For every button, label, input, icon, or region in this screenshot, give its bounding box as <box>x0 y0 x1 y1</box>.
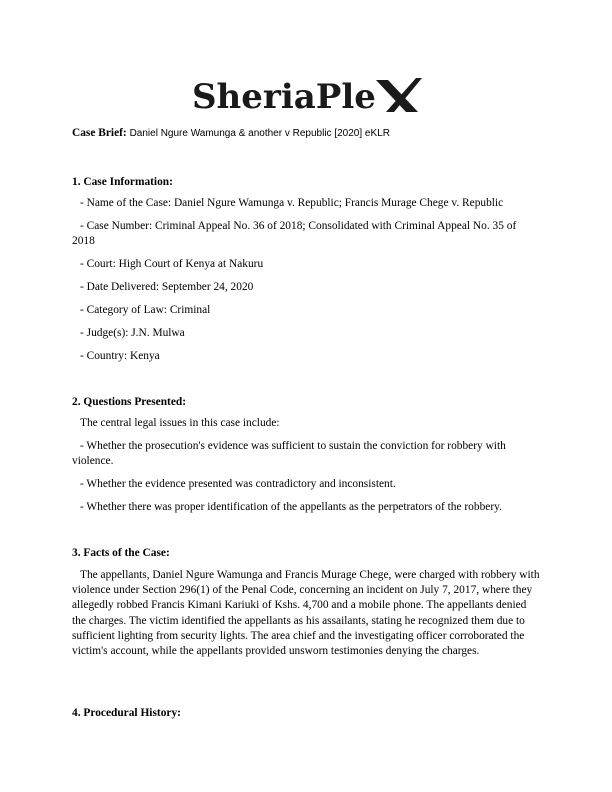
section-heading-facts: 3. Facts of the Case: <box>72 547 170 559</box>
question-item: - Whether there was proper identification of the appellants as the perpetrators of the robbery. <box>80 501 502 513</box>
case-info-item: - Case Number: Criminal Appeal No. 36 of 2018; Consolidated with Criminal Appeal No. 35 of 2018 <box>72 220 517 247</box>
section-heading-procedural-history: 4. Procedural History: <box>72 707 181 719</box>
case-info-item: - Category of Law: Criminal <box>80 304 211 316</box>
case-info-item: - Judge(s): J.N. Mulwa <box>80 327 185 339</box>
facts-paragraph: The appellants, Daniel Ngure Wamunga and Francis Murage Chege, were charged with robbery with violence under Section 296(1) of the Penal Code, concerning an incident on July 7, 2017, where they allegedly robbed Francis Kimani Kariuki of Kshs. 4,700 and a mobile phone. The appellants denied the charges. The victim identified the appellants as his assailants, stating he recognized them due to sufficient lighting from security lights. The area chief and the investigating officer corroborated the victim's account, while the appellants provided unsworn testimonies denying the charges. <box>72 569 540 658</box>
section-heading-questions-presented: 2. Questions Presented: <box>72 396 187 408</box>
sheriaplex-logo-icon <box>190 72 422 118</box>
question-item: - Whether the prosecution's evidence was sufficient to sustain the conviction for robbery with violence. <box>72 440 506 467</box>
case-info-item: - Date Delivered: September 24, 2020 <box>80 281 254 293</box>
questions-intro: The central legal issues in this case include: <box>80 417 280 429</box>
case-brief-title: Daniel Ngure Wamunga & another v Republic [2020] eKLR <box>129 128 390 139</box>
question-item: - Whether the evidence presented was contradictory and inconsistent. <box>80 478 396 490</box>
case-brief-line <box>72 127 390 139</box>
sheriaplex-logo <box>0 72 612 120</box>
logo-wordmark: SheriaPle <box>192 77 376 117</box>
case-info-item: - Name of the Case: Daniel Ngure Wamunga v. Republic; Francis Murage Chege v. Republic <box>80 197 504 209</box>
section-heading-case-information: 1. Case Information: <box>72 176 173 188</box>
logo-x-mark <box>376 78 422 112</box>
case-info-item: - Court: High Court of Kenya at Nakuru <box>80 258 264 270</box>
case-info-item: - Country: Kenya <box>80 350 160 362</box>
case-brief-label: Case Brief: <box>72 127 127 139</box>
